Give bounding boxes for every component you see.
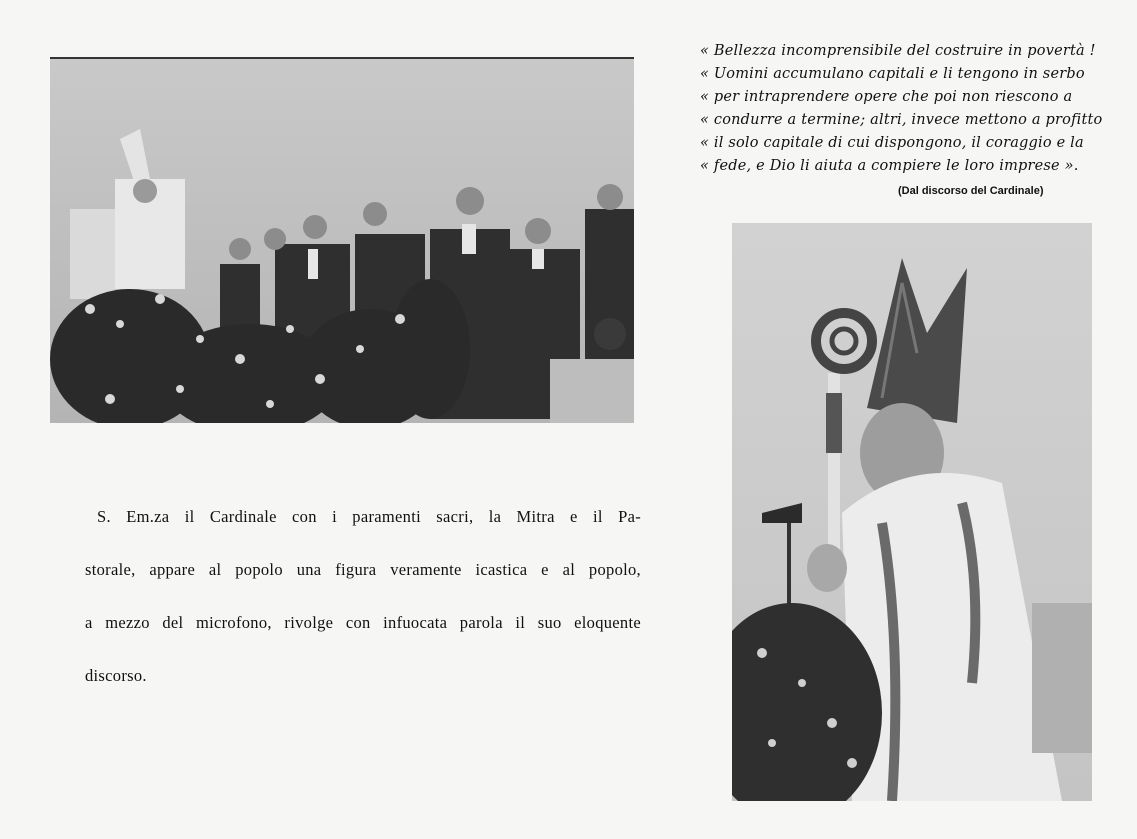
caption-line: a mezzo del microfono, rivolge con infuocata parola il suo eloquente [85,613,641,632]
cardinal-quote [700,40,1120,178]
quote-credit: (Dal discorso del Cardinale) [898,185,1044,197]
photo-dignitaries-on-stage [50,57,634,423]
photo-cardinal-with-mitre [732,223,1092,801]
quote-line: « per intraprendere opere che poi non riescono a [700,89,1073,105]
quote-line: « Uomini accumulano capitali e li tengono in serbo [700,66,1085,82]
caption-line: S. Em.za il Cardinale con i paramenti sacri, la Mitra e il Pa- [97,507,641,526]
quote-line: « fede, e Dio li aiuta a compiere le loro imprese ». [700,158,1079,174]
quote-line: « Bellezza incomprensibile del costruire in povertà ! [700,43,1096,59]
quote-line: « condurre a termine; altri, invece mettono a profitto [700,112,1103,128]
photo-dignitaries-graphic [50,59,634,423]
caption-line: discorso. [85,666,147,685]
quote-line: « il solo capitale di cui dispongono, il coraggio e la [700,135,1084,151]
photo-caption [85,490,641,702]
caption-line: storale, appare al popolo una figura veramente icastica e al popolo, [85,560,641,579]
photo-cardinal-graphic [732,223,1092,801]
